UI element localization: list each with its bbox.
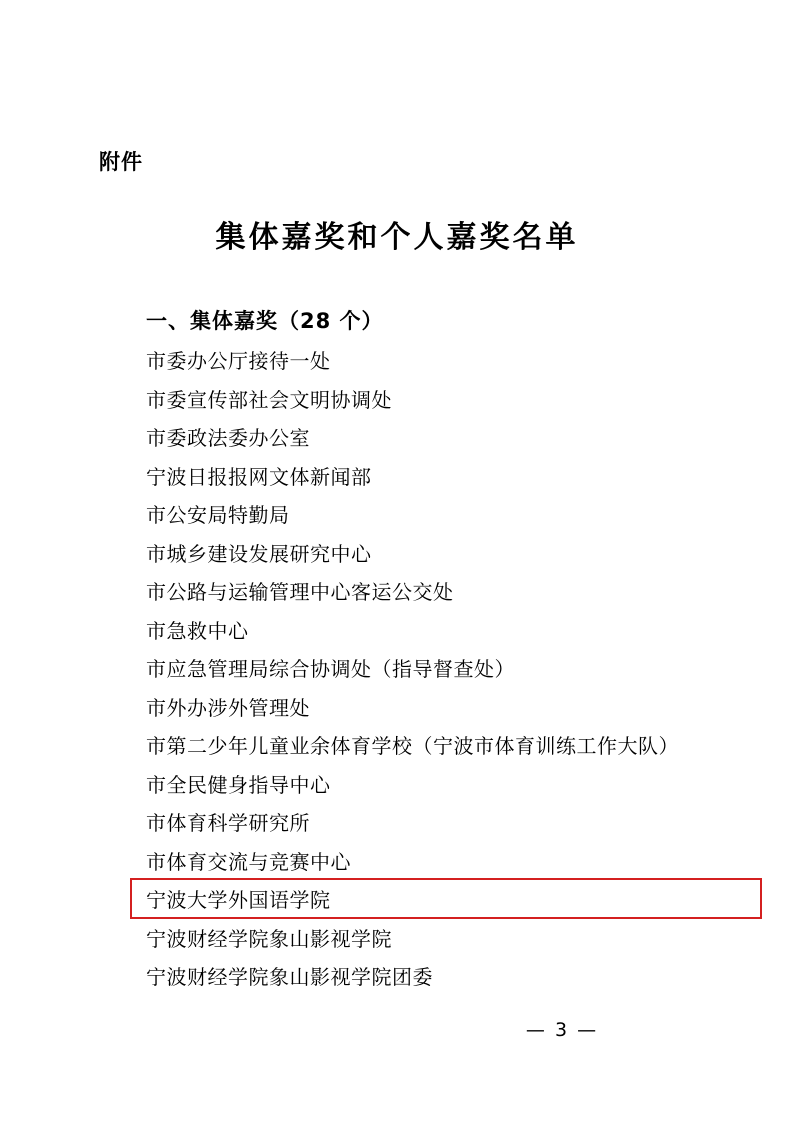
list-item: 市公安局特勤局 [146,503,290,527]
highlight-annotation-box [130,878,762,919]
list-item: 宁波财经学院象山影视学院团委 [146,965,433,989]
page-number: — 3 — [525,1019,599,1041]
section-heading: 一、集体嘉奖（28 个） [146,309,384,333]
list-item: 宁波日报报网文体新闻部 [146,464,372,489]
list-item: 宁波财经学院象山影视学院 [146,926,392,951]
list-item: 市委办公厅接待一处 [146,349,331,373]
attachment-label: 附件 [99,150,143,174]
list-item: 市城乡建设发展研究中心 [146,541,372,566]
list-item: 市第二少年儿童业余体育学校（宁波市体育训练工作大队） [146,734,679,758]
list-item: 市全民健身指导中心 [146,772,331,797]
page-title: 集体嘉奖和个人嘉奖名单 [215,220,579,255]
list-item: 市急救中心 [146,618,249,643]
list-item: 市应急管理局综合协调处（指导督查处） [146,657,515,681]
list-item: 市委宣传部社会文明协调处 [146,387,392,412]
list-item: 市体育交流与竞赛中心 [146,849,351,874]
list-item: 市体育科学研究所 [146,811,310,835]
list-item: 宁波大学外国语学院 [146,888,331,912]
list-item: 市外办涉外管理处 [146,695,310,720]
list-item: 市公路与运输管理中心客运公交处 [146,580,454,604]
list-item: 市委政法委办公室 [146,426,310,450]
